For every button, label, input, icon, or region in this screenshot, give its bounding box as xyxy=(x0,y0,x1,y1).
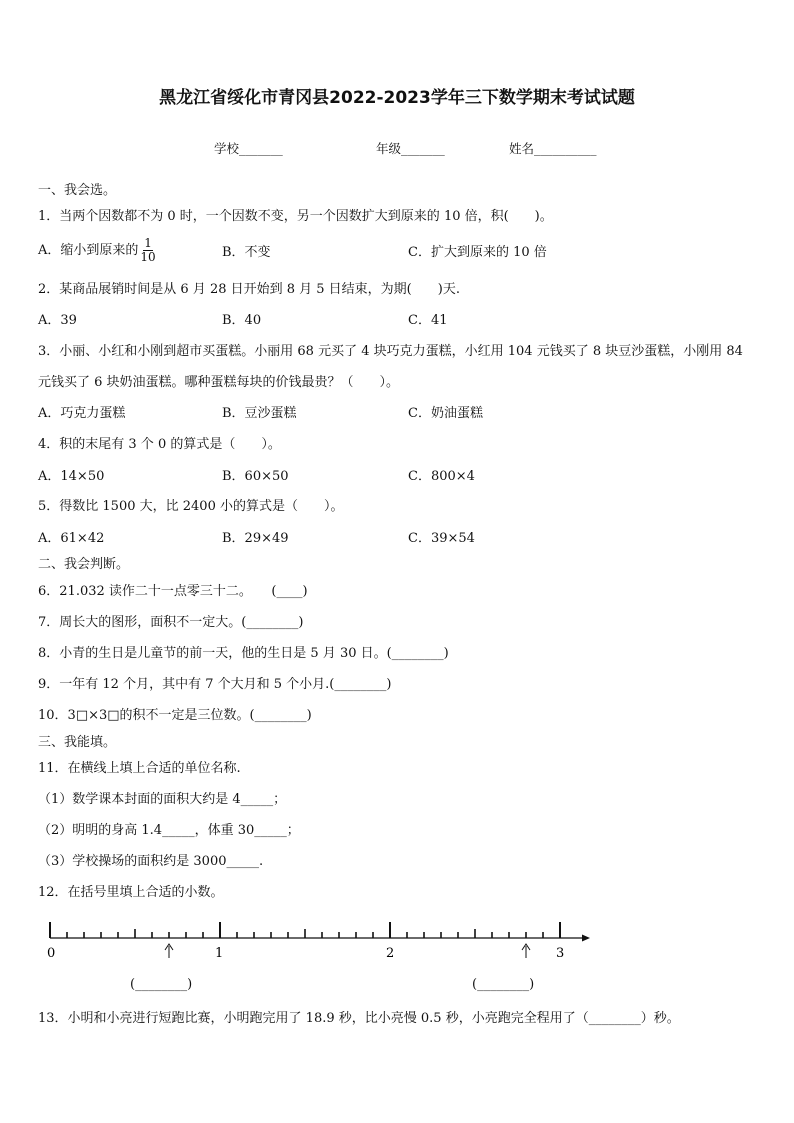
number-line-ticks xyxy=(50,922,560,938)
question-11: 11．在横线上填上合适的单位名称. xyxy=(38,761,241,776)
question-3-line-1: 3．小丽、小红和小刚到超市买蛋糕。小丽用 68 元买了 4 块巧克力蛋糕，小红用 104 元钱买了 8 块豆沙蛋糕，小刚用 84 xyxy=(38,344,743,359)
section-heading-choice: 一、我会选。 xyxy=(38,183,117,198)
question-13[interactable]: 13．小明和小亮进行短跑比赛，小明跑完用了 18.9 秒，比小亮慢 0.5 秒，小亮跑完全程用了（________）秒。 xyxy=(38,1011,680,1026)
question-3-option-c[interactable]: C．奶油蛋糕 xyxy=(408,406,483,421)
number-line-label-1: 1 xyxy=(215,946,224,961)
question-1-option-b[interactable]: B．不变 xyxy=(222,245,271,260)
number-line-label-0: 0 xyxy=(47,946,56,961)
question-5-option-c[interactable]: C．39×54 xyxy=(408,531,475,546)
number-line xyxy=(0,912,794,1002)
number-line-answer-right[interactable]: (________) xyxy=(472,977,535,992)
question-4-option-a[interactable]: A．14×50 xyxy=(38,469,105,484)
question-7[interactable]: 7．周长大的图形，面积不一定大。(________) xyxy=(38,615,304,630)
section-heading-fill: 三、我能填。 xyxy=(38,735,117,750)
question-4-option-c[interactable]: C．800×4 xyxy=(408,469,475,484)
question-5: 5．得数比 1500 大，比 2400 小的算式是（ ）。 xyxy=(38,499,344,514)
number-line-pointer xyxy=(522,944,530,958)
number-line-label-3: 3 xyxy=(556,946,565,961)
question-3-option-b[interactable]: B．豆沙蛋糕 xyxy=(222,406,297,421)
question-11-part-3[interactable]: （3）学校操场的面积约是 3000_____. xyxy=(38,854,264,869)
fraction-numerator: 1 xyxy=(144,235,152,250)
number-line-label-2: 2 xyxy=(386,946,395,961)
grade-field[interactable]: 年级_______ xyxy=(376,141,445,156)
school-field[interactable]: 学校_______ xyxy=(214,141,283,156)
option-a-label: A．缩小到原来的 xyxy=(38,242,139,258)
question-11-part-2[interactable]: （2）明明的身高 1.4_____，体重 30_____； xyxy=(38,823,300,838)
section-heading-judge: 二、我会判断。 xyxy=(38,557,130,572)
fraction-denominator: 10 xyxy=(140,249,156,264)
question-4-option-b[interactable]: B．60×50 xyxy=(222,469,289,484)
number-line-pointer xyxy=(165,944,173,958)
question-1: 1．当两个因数都不为 0 时，一个因数不变，另一个因数扩大到原来的 10 倍，积( )。 xyxy=(38,209,553,224)
number-line-arrowhead xyxy=(582,935,590,942)
question-6[interactable]: 6．21.032 读作二十一点零三十二。 (____) xyxy=(38,584,308,599)
question-1-option-a[interactable] xyxy=(38,235,156,264)
question-9[interactable]: 9．一年有 12 个月，其中有 7 个大月和 5 个小月.(________) xyxy=(38,677,392,692)
fraction xyxy=(140,237,155,263)
name-field[interactable]: 姓名__________ xyxy=(509,141,597,156)
question-5-option-a[interactable]: A．61×42 xyxy=(38,531,105,546)
number-line-answer-left[interactable]: (________) xyxy=(130,977,193,992)
page-title: 黑龙江省绥化市青冈县2022-2023学年三下数学期末考试试题 xyxy=(159,88,635,108)
question-3-line-2: 元钱买了 6 块奶油蛋糕。哪种蛋糕每块的价钱最贵？（ ）。 xyxy=(38,375,400,390)
question-11-part-1[interactable]: （1）数学课本封面的面积大约是 4_____； xyxy=(38,792,287,807)
question-10[interactable]: 10．3□×3□的积不一定是三位数。(________) xyxy=(38,708,312,723)
question-3-option-a[interactable]: A．巧克力蛋糕 xyxy=(38,406,126,421)
question-8[interactable]: 8．小青的生日是儿童节的前一天，他的生日是 5 月 30 日。(________) xyxy=(38,646,449,661)
question-2-option-b[interactable]: B．40 xyxy=(222,313,262,328)
question-2-option-a[interactable]: A．39 xyxy=(38,313,77,328)
question-2: 2．某商品展销时间是从 6 月 28 日开始到 8 月 5 日结束，为期( )天. xyxy=(38,282,460,297)
question-12: 12．在括号里填上合适的小数。 xyxy=(38,885,224,900)
question-1-option-c[interactable]: C．扩大到原来的 10 倍 xyxy=(408,245,547,260)
question-4: 4．积的末尾有 3 个 0 的算式是（ ）。 xyxy=(38,437,281,452)
question-5-option-b[interactable]: B．29×49 xyxy=(222,531,289,546)
question-2-option-c[interactable]: C．41 xyxy=(408,313,448,328)
